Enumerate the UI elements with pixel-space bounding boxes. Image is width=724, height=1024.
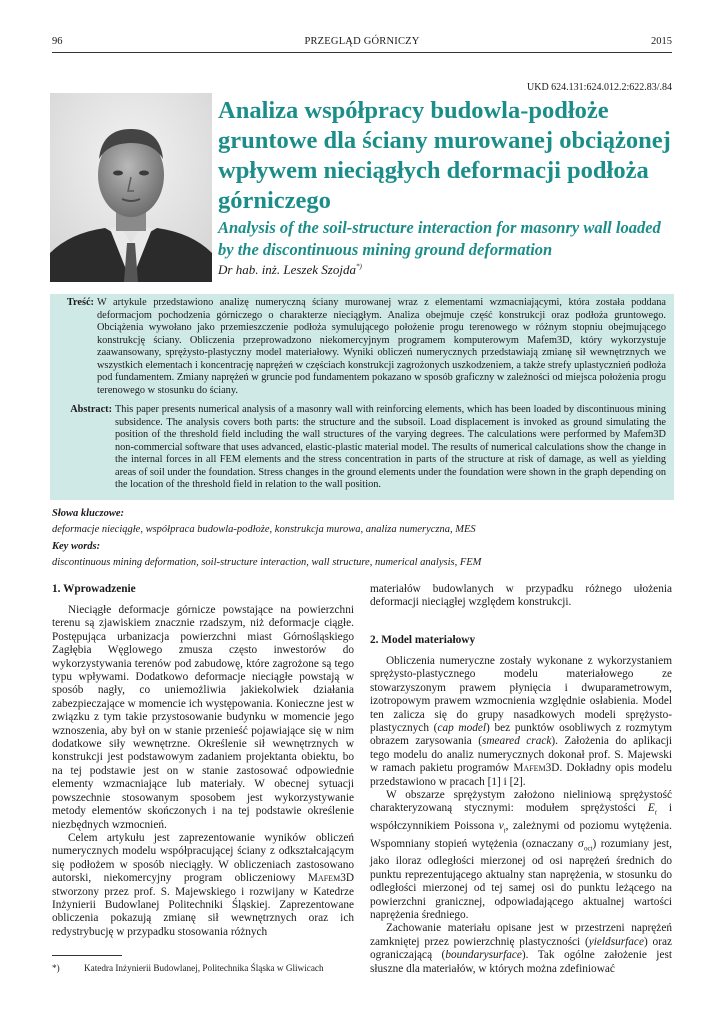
section-1-heading: 1. Wprowadzenie [52,583,136,595]
section-2-heading: 2. Model materiałowy [370,634,476,646]
article-title-english: Analysis of the soil-structure interaction for masonry wall loaded by the discontinuous mining ground deformation [218,218,661,259]
abstract-english-text: This paper presents numerical analysis of a masonry wall with reinforcing elements, which has been loaded by discontinuous mining subsidence. The analysis covers both parts: the structure and the subsoil. Load displacement is invoked as ground simulating the position of the threshold field including the wall structures of the varying degrees. The calculations were performed by Mafem3D non-commercial software that uses advanced, elastic-plastic material model. The results of numerical calculations show the change in the internal forces in all FEM elements and the stress concentration in parts of the structure at risk of damage, as well as yielding areas of soil under the foundation. Stress changes in the ground elements under the foundation were shown in the graph depending on the location of the threshold field in relation to the wall position. [115,404,666,490]
ukd-code: UKD 624.131:624.012.2:622.83/.84 [527,82,672,93]
keywords-english-text: discontinuous mining deformation, soil-structure interaction, wall structure, numerical analysis, FEM [52,557,482,568]
author-name: Dr hab. inż. Leszek Szojda [218,262,356,277]
year: 2015 [651,36,672,47]
program-name: Mafem [307,872,341,885]
abstract-polish [66,297,666,397]
section-1-paragraph-2: Celem artykułu jest zaprezentowanie wyników obliczeń numerycznych modelu współpracującej ściany z odkształcającym się podłożem w sposób nieciągły. W obliczeniach zastosowano autorski, niekomercyjny program obliczeniowy Mafem3D stworzony przez prof. S. Majewskiego i rozwijany w Katedrze Inżynierii Budowlanej Politechniki Śląskiej. Zaprezentowane obliczenia pokazują zmianę sił wewnętrznych oraz ich redystrybucję w przypadku stosowania różnych [52,831,354,938]
section-2-paragraph-3: Zachowanie materiału opisane jest w przestrzeni naprężeń zamkniętej przez powierzchnię plastyczności (yieldsurface) oraz ograniczającą (boundarysurface). Tak ogólne założenie jest słuszne dla materiałów, w których można zdefiniować [370,922,672,975]
footnote-text: Katedra Inżynierii Budowlanej, Politechnika Śląska w Gliwicach [84,963,324,973]
keywords-polish-text: deformacje nieciągłe, współpraca budowla-podłoże, konstrukcja murowa, analiza numeryczna, MES [52,524,476,535]
author-photo [50,93,212,282]
abstract-english [70,404,666,492]
header-rule [52,52,672,53]
page-number: 96 [52,36,63,47]
abstract-english-label: Abstract: [70,404,112,415]
section-2-paragraph-1: Obliczenia numeryczne zostały wykonane z wykorzystaniem sprężysto-plastycznego modelu materiałowego ze stowarzyszonym prawem płynięcia i dwuparametrowym, izotropowym prawem wzmocnienia względnie osłabienia. Model ten zalicza się do grupy nasadkowych modeli sprężysto-plastycznych (cap model) bez punktów osobliwych z rozmytym obrazem zarysowania (smeared crack). Założenia do aplikacji tego modelu do analiz numerycznych dokonał prof. S. Majewski w ramach pakietu programów Mafem3D. Dokładny opis modelu przedstawiono w pracach [1] i [2]. [370,655,673,788]
abstract-polish-label: Treść: [66,297,94,308]
running-header [52,36,672,50]
footnote-mark: *) [52,963,60,973]
author-line [218,262,362,278]
keywords-english-label: Key words: [52,541,101,552]
abstract-box [50,294,674,500]
author-footnote-mark: *) [355,262,362,271]
article-title-polish: Analiza współpracy budowla-podłoże gruntowe dla ściany murowanej obciążonej wpływem nieciągłych deformacji podłoża górniczego [218,97,671,214]
section-2-body [370,655,672,976]
section-1-paragraph-1: Nieciągłe deformacje górnicze powstające na powierzchni terenu są zjawiskiem znacznie rzadszym, niż deformacje ciągłe. Postępująca urbanizacja powierzchni miast Górnośląskiego Zagłębia Węglowego zmusza często inwestorów do wykorzystywania terenów pod zabudowę, które zagrożone są tego typu wpływami. Dodatkowo deformacje nieciągłe powstają w sposób nagły, co uniemożliwia jakiekolwiek działania zabezpieczające w momencie ich występowania. Konieczne jest w związku z tym takie przystosowanie budynku w momencie jego wznoszenia, aby był on w stanie przenieść pojawiające się w nim dodatkowe siły wewnętrzne. Określenie sił wewnętrznych w konstrukcji jest podstawowym zadaniem projektanta obiektu, bo na tej podstawie jest on w stanie zastosować odpowiednie elementy wzmacniające lub materiały. W obecnej sytuacji powszechnie stosowanym sposobem jest wykorzystywanie metody elementów skończonych i na tej podstawie określenie niezbędnych wzmocnień. [52,604,354,831]
keywords-polish-label: Słowa kluczowe: [52,508,125,519]
section-1-continuation: materiałów budowlanych w przypadku różnego ułożenia deformacji nieciągłej względem konstrukcji. [370,583,672,609]
section-1-body [52,604,354,939]
journal-name: PRZEGLĄD GÓRNICZY [304,36,420,47]
abstract-polish-text: W artykule przedstawiono analizę numeryczną ściany murowanej wraz z elementami wzmacniającymi, która została poddana deformacjom pochodzenia górniczego o charakterze nieciągłym. Analiza obejmuje część konstrukcji oraz podłoża gruntowego. Obciążenia wywołano jako przemieszczenie podłoża symulującego położenie progu terenowego w różnym stopniu obejmującego konstrukcję ściany. Obliczenia przeprowadzono niekomercyjnym programem komputerowym Mafem3D, który wykorzystuje zaawansowany, sprężysto-plastyczny model materiałowy. Wyniki obliczeń numerycznych przedstawiają zmianę sił wewnętrznych we wszystkich elementach i koncentrację naprężeń w częściach konstrukcji zagrożonych uszkodzeniem, a także strefy uplastycznień podłoża pod fundamentem. Zmiany naprężeń w gruncie pod fundamentem pokazano w sposób graficzny w zależności od miejsca położenia progu terenowego w stosunku do ściany. [97,297,666,396]
author-portrait-image [50,93,212,282]
section-2-paragraph-2: W obszarze sprężystym założono nieliniową sprężystość charakteryzowaną stycznymi: modułem sprężystości $E_t$ i współczynnikiem Poissona $v_t$, zależnymi od poziomu wytężenia. Wspomniany stopień wytężenia (oznaczany $\sigma_{oct}$) rozumiany jest, jako iloraz odległości mierzonej od osi naprężeń średnich do punktu reprezentującego aktualny stan naprężenia, w stosunku do odległości mierzonej od tej samej osi do punktu leżącego na powierzchni granicznej, odpowiadającego aktualnej wartości naprężenia średniego. [370,789,673,922]
footnote [52,963,324,973]
footnote-rule [52,955,122,956]
